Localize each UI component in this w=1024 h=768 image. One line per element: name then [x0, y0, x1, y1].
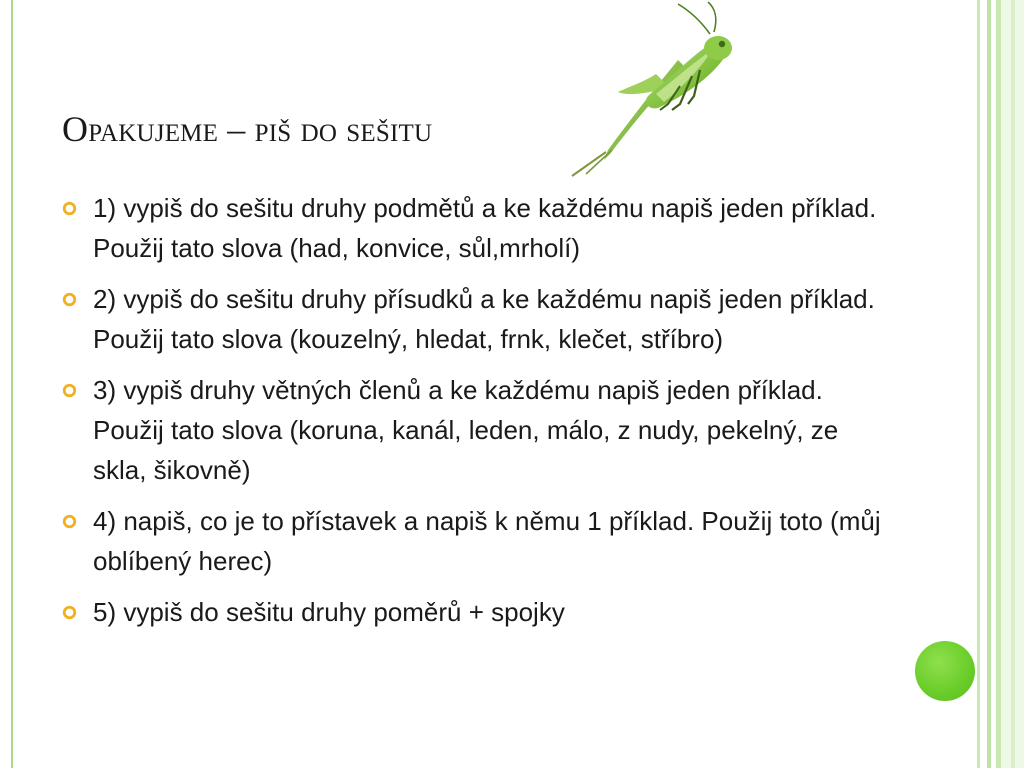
ring-bullet-icon [62, 514, 77, 529]
list-item [62, 592, 892, 632]
bullet-list [62, 188, 892, 643]
slide-title: Opakujeme – piš do sešitu [62, 109, 433, 149]
right-border-stripes [977, 0, 1024, 768]
grasshopper-icon [560, 0, 740, 178]
ring-bullet-icon [62, 605, 77, 620]
ring-bullet-icon [62, 292, 77, 307]
list-item-text: 4) napiš, co je to přístavek a napiš k němu 1 příklad. Použij toto (můj oblíbený herec) [93, 506, 881, 576]
list-item-text: 2) vypiš do sešitu druhy přísudků a ke každému napiš jeden příklad. Použij tato slova (kouzelný, hledat, frnk, klečet, stříbro) [93, 284, 875, 354]
list-item-text: 5) vypiš do sešitu druhy poměrů + spojky [93, 597, 565, 627]
list-item [62, 501, 892, 581]
ring-bullet-icon [62, 201, 77, 216]
list-item [62, 370, 892, 490]
list-item [62, 279, 892, 359]
left-border-line [11, 0, 13, 768]
list-item [62, 188, 892, 268]
list-item-text: 1) vypiš do sešitu druhy podmětů a ke každému napiš jeden příklad. Použij tato slova (had, konvice, sůl,mrholí) [93, 193, 877, 263]
ring-bullet-icon [62, 383, 77, 398]
green-circle-decoration [915, 641, 975, 701]
list-item-text: 3) vypiš druhy větných členů a ke každému napiš jeden příklad. Použij tato slova (koruna, kanál, leden, málo, z nudy, pekelný, ze skla, šikovně) [93, 375, 839, 485]
